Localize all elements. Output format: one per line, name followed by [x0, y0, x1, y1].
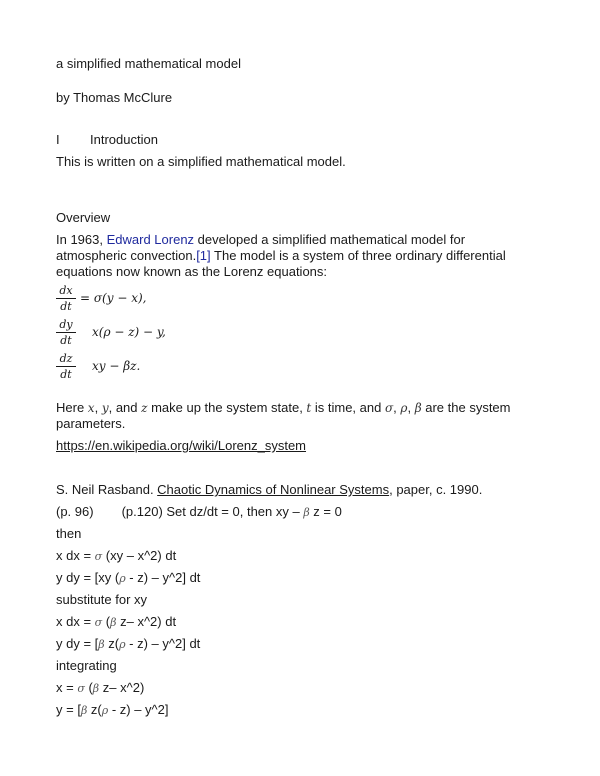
- text-run: - z) – y^2] dt: [125, 570, 201, 585]
- symbol-rho: ρ: [101, 704, 109, 717]
- fraction: [56, 318, 76, 347]
- text-run: x =: [56, 680, 78, 695]
- symbol-beta: β: [110, 616, 117, 629]
- fraction-numerator: dz: [59, 352, 73, 365]
- citation-rest: , paper, c. 1990.: [389, 482, 483, 497]
- equation-dx: [56, 284, 256, 314]
- fraction-denominator: dt: [60, 368, 72, 381]
- symbol-beta: β: [80, 704, 88, 717]
- equation-dz: [56, 352, 256, 382]
- fraction-numerator: dy: [59, 318, 73, 331]
- fraction-denominator: dt: [60, 300, 72, 313]
- fraction: [56, 352, 76, 381]
- text-run: y = [: [56, 702, 81, 717]
- symbol-sigma: σ: [77, 682, 85, 695]
- text-run: y dy = [xy (: [56, 570, 120, 585]
- text-run: ,: [407, 400, 415, 415]
- text-run: z = 0: [309, 504, 342, 519]
- fraction-denominator: dt: [60, 334, 72, 347]
- text-run: is time, and: [311, 400, 385, 415]
- derivation-line-1: [56, 548, 176, 565]
- text-run: (: [84, 680, 93, 695]
- equation-rhs: = σ(y − x),: [80, 291, 147, 305]
- text-run: developed a simplified mathematical model for: [194, 232, 466, 247]
- math-z: z: [141, 401, 148, 415]
- symbol-beta: β: [98, 638, 105, 651]
- math-y: y: [101, 401, 109, 415]
- text-run: atmospheric convection.: [56, 248, 197, 263]
- symbol-rho: ρ: [119, 572, 126, 585]
- citation: [56, 482, 482, 498]
- text-run: make up the system state,: [147, 400, 307, 415]
- text-run: z– x^2) dt: [116, 614, 177, 629]
- edward-lorenz-link[interactable]: Edward Lorenz: [106, 232, 195, 247]
- text-run: , and: [108, 400, 142, 415]
- math-x: x: [87, 401, 95, 415]
- derivation-integrating: integrating: [56, 658, 117, 673]
- text-run: ,: [393, 400, 401, 415]
- derivation-line-3: [56, 614, 176, 631]
- byline: by Thomas McClure: [56, 90, 173, 105]
- section-number: I: [56, 132, 60, 147]
- text-run: z(: [104, 636, 120, 651]
- text-run: The model is a system of three ordinary differential: [210, 248, 506, 263]
- derivation-line-4: [56, 636, 200, 653]
- text-run: Here: [56, 400, 88, 415]
- text-run: - z) – y^2] dt: [125, 636, 201, 651]
- section-body: This is written on a simplified mathematical model.: [56, 154, 346, 169]
- text-run: z(: [87, 702, 102, 717]
- wikipedia-link[interactable]: [56, 438, 306, 454]
- derivation-line-2: [56, 570, 200, 587]
- text-run: ,: [94, 400, 102, 415]
- wikipedia-url[interactable]: https://en.wikipedia.org/wiki/Lorenz_system: [56, 438, 307, 453]
- text-run: (p. 96): [56, 504, 94, 519]
- symbol-beta: β: [303, 506, 310, 519]
- text-run: x dx =: [56, 614, 95, 629]
- derivation-then: then: [56, 526, 82, 541]
- symbol-rho: ρ: [119, 638, 126, 651]
- equation-rhs: x(ρ − z) − y,: [92, 325, 166, 339]
- section-heading: Introduction: [90, 132, 158, 147]
- symbol-sigma: σ: [94, 550, 103, 563]
- symbol-sigma: σ: [94, 616, 103, 629]
- variables-line-1: [56, 400, 511, 416]
- fraction: [56, 284, 76, 313]
- derivation-substitute: substitute for xy: [56, 592, 148, 607]
- derivation-line-6: [56, 702, 169, 719]
- document-title: a simplified mathematical model: [56, 56, 241, 71]
- overview-heading: Overview: [56, 210, 111, 225]
- overview-paragraph-line-2: [56, 248, 506, 264]
- variables-line-2: parameters.: [56, 416, 126, 431]
- overview-paragraph-line-1: [56, 232, 465, 248]
- citation-author: S. Neil Rasband.: [56, 482, 158, 497]
- derivation-pages-line: [56, 504, 342, 521]
- text-run: y dy = [: [56, 636, 99, 651]
- text-run: - z) – y^2]: [108, 702, 169, 717]
- equation-dy: [56, 318, 256, 348]
- text-run: In 1963,: [56, 232, 107, 247]
- text-run: x dx =: [56, 548, 95, 563]
- symbol-beta: β: [92, 682, 100, 695]
- math-beta: β: [414, 401, 422, 415]
- overview-paragraph-line-3: equations now known as the Lorenz equations:: [56, 264, 328, 279]
- math-t: t: [306, 401, 312, 415]
- equation-rhs: xy − βz.: [92, 359, 141, 373]
- text-run: (p.120) Set dz/dt = 0, then xy –: [121, 504, 304, 519]
- fraction-numerator: dx: [59, 284, 73, 297]
- math-sigma: σ: [384, 401, 394, 415]
- citation-title: Chaotic Dynamics of Nonlinear Systems: [157, 482, 390, 497]
- text-run: are the system: [421, 400, 511, 415]
- reference-link[interactable]: [1]: [196, 248, 211, 263]
- text-run: (xy – x^2) dt: [102, 548, 177, 563]
- text-run: (: [102, 614, 111, 629]
- derivation-line-5: [56, 680, 144, 697]
- text-run: z– x^2): [99, 680, 145, 695]
- math-rho: ρ: [400, 401, 408, 415]
